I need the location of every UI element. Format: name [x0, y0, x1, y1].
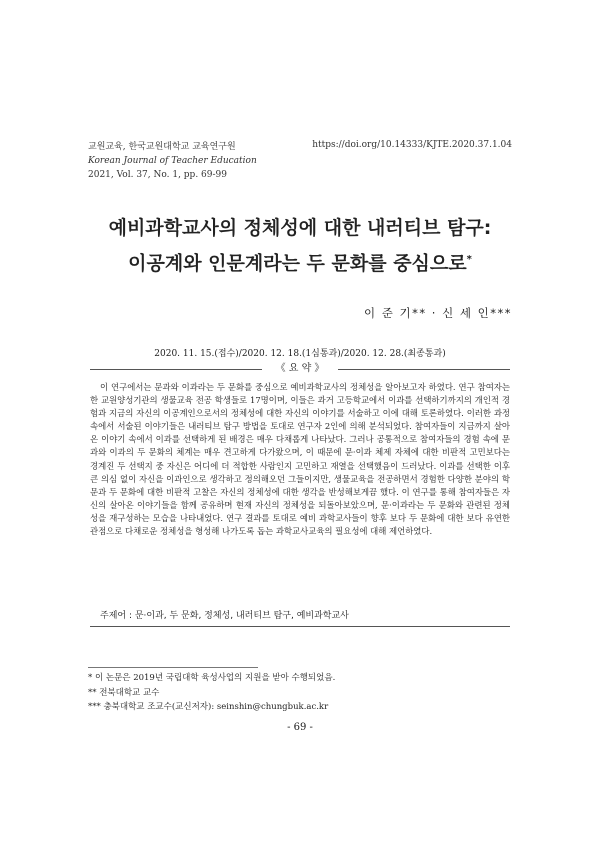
- running-header-left: [88, 140, 257, 182]
- keywords-divider: [90, 626, 510, 627]
- author-list: 이 준 기** · 신 세 인***: [364, 306, 512, 320]
- doi-link[interactable]: https://doi.org/10.14333/KJTE.2020.37.1.04: [312, 140, 512, 150]
- footnote-divider: [88, 667, 258, 668]
- footnote-author-1: ** 전북대학교 교수: [88, 687, 160, 698]
- title-line-1: 예비과학교사의 정체성에 대한 내러티브 탐구:: [108, 217, 492, 239]
- summary-rule-right: [338, 369, 510, 370]
- page-number: - 69 -: [287, 722, 313, 733]
- volume-info: 2021, Vol. 37, No. 1, pp. 69-99: [88, 170, 227, 180]
- summary-heading: [90, 362, 510, 376]
- keywords-line: 주제어 : 문·이과, 두 문화, 정체성, 내러티브 탐구, 예비과학교사: [100, 611, 349, 621]
- submission-dates: 2020. 11. 15.(접수)/2020. 12. 18.(1심통과)/2020. 12. 28.(최종통과): [154, 349, 446, 359]
- paper-title: [0, 212, 600, 279]
- title-line-2-text: 이공계와 인문계라는 두 문화를 중심으로: [128, 252, 467, 275]
- institution-line: 교원교육, 한국교원대학교 교육연구원: [88, 142, 236, 152]
- footnotes: [88, 671, 335, 715]
- journal-name-english: Korean Journal of Teacher Education: [88, 156, 257, 166]
- abstract-text: 이 연구에서는 문과와 이과라는 두 문화를 중심으로 예비과학교사의 정체성을 알아보고자 하였다. 연구 참여자는 한 교원양성기관의 생물교육 전공 학생들로 17명이며, 이들은 과거 고등학교에서 이과를 선택하기까지의 개인적 경험과 지금의 자신의 이공계인으로서의 정체성에 대한 자신의 이야기를 서술하고 이에 대해 토론하였다. 이러한 과정 속에서 서술된 이야기들은 내러티브 탐구 방법을 토대로 연구자 2인에 의해 분석되었다. 참여자들이 지금까지 살아온 이야기 속에서 이과를 선택하게 된 배경은 매우 다채롭게 나타났다. 그러나 공통적으로 참여자들의 경험 속에 문과와 이과의 두 문화의 체계는 매우 견고하게 다가왔으며, 이 때문에 문·이과 체제 자체에 대한 비판적 고민보다는 경계진 두 선택지 중 자신은 어디에 더 적합한 사람인지 고민하고 재열을 선택했음이 드러났다. 이과를 선택한 이후 큰 의심 없이 자신을 이과인으로 생각하고 정의해오던 그들이지만, 생물교육을 전공하면서 경험한 다양한 분야의 학문과 두 문화에 대한 비판적 고찰은 자신의 정체성에 대한 생각을 반성해보게끔 했다. 이 연구를 통해 참여자들은 자신의 살아온 이야기들을 함께 공유하며 현재 자신의 정체성을 되돌아보았으며, 문·이과라는 두 문화와 관련된 정체성을 재구성하는 모습을 나타내었다. 연구 결과를 토대로 예비 과학교사들이 향후 보다 두 문화에 대한 보다 유연한 관점으로 다채로운 정체성을 형성해 나가도록 돕는 과학교사교육의 필요성에 대해 제언하였다.: [90, 382, 510, 537]
- summary-label: 《 요 약 》: [275, 363, 325, 374]
- footnote-funding: * 이 논문은 2019년 국립대학 육성사업의 지원을 받아 수행되었음.: [88, 673, 336, 683]
- title-footnote-mark: *: [466, 254, 472, 265]
- footnote-corresponding-author: *** 충북대학교 조교수(교신저자): seinshin@chungbuk.ac.kr: [88, 702, 329, 712]
- title-line-2: [0, 244, 600, 279]
